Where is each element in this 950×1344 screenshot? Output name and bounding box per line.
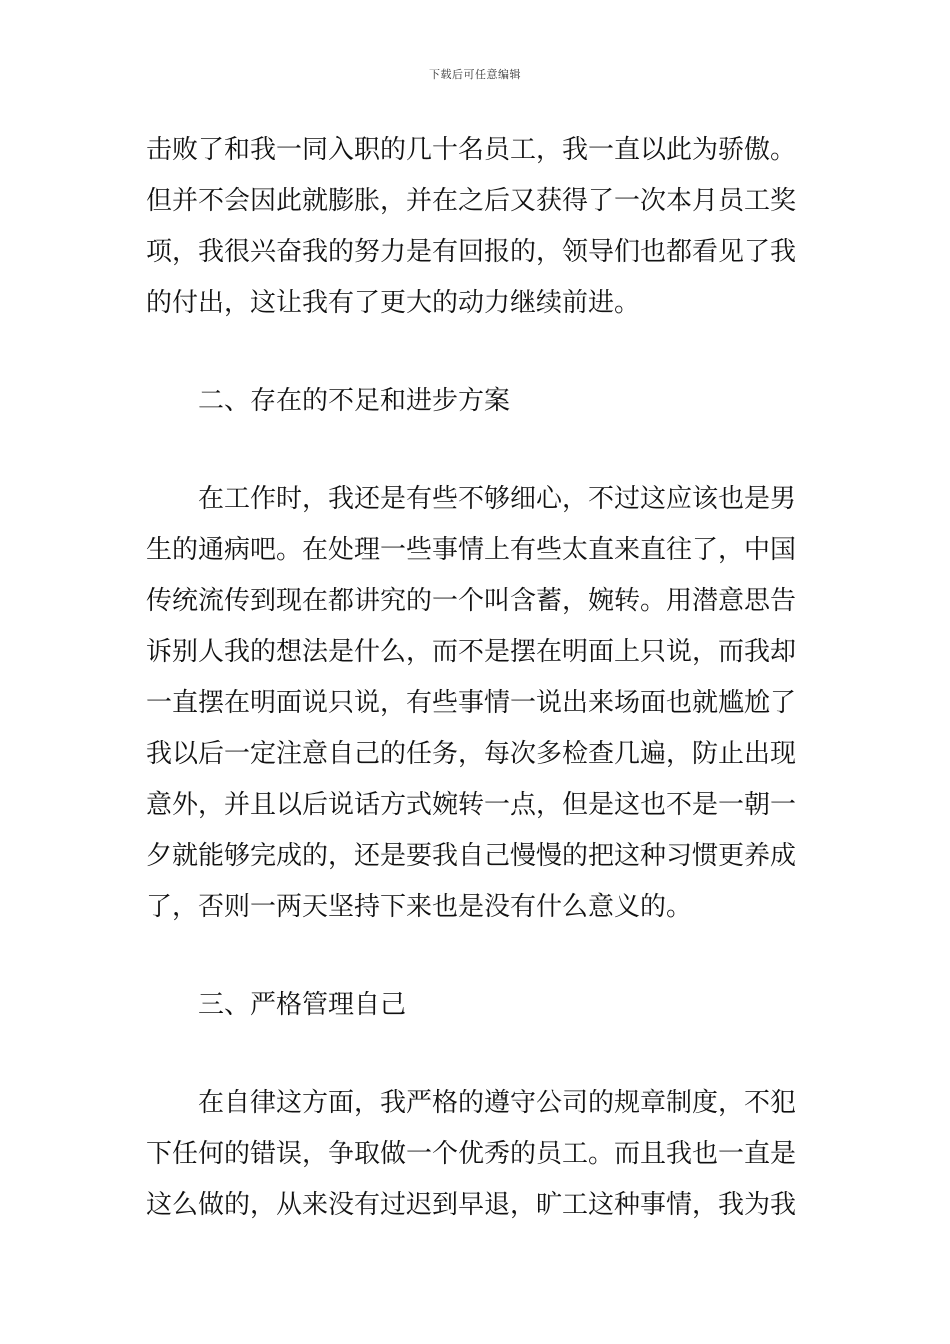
paragraph-line: 一直摆在明面说只说，有些事情一说出来场面也就尴尬了 <box>146 688 797 718</box>
paragraph-line: 在自律这方面，我严格的遵守公司的规章制度，不犯 <box>198 1088 797 1118</box>
document-body <box>146 125 810 1231</box>
paragraph-line: 但并不会因此就膨胀，并在之后又获得了一次本月员工奖 <box>146 186 797 216</box>
paragraph-line: 这么做的，从来没有过迟到早退，旷工这种事情，我为我 <box>146 1190 797 1220</box>
paragraph-line: 项，我很兴奋我的努力是有回报的，领导们也都看见了我 <box>146 237 797 267</box>
paragraph-line: 下任何的错误，争取做一个优秀的员工。而且我也一直是 <box>146 1139 797 1169</box>
paragraph-line: 生的通病吧。在处理一些事情上有些太直来直往了，中国 <box>146 535 797 565</box>
paragraph-line: 意外，并且以后说话方式婉转一点，但是这也不是一朝一 <box>146 790 797 820</box>
paragraph-line: 的付出，这让我有了更大的动力继续前进。 <box>146 288 641 318</box>
section-heading-3: 三、严格管理自己 <box>198 990 407 1020</box>
paragraph-line: 了，否则一两天坚持下来也是没有什么意义的。 <box>146 892 693 922</box>
paragraph-line: 我以后一定注意自己的任务，每次多检查几遍，防止出现 <box>146 739 797 769</box>
paragraph-line: 传统流传到现在都讲究的一个叫含蓄，婉转。用潜意思告 <box>146 586 797 616</box>
section-heading-2: 二、存在的不足和进步方案 <box>198 386 511 416</box>
paragraph-line: 诉别人我的想法是什么，而不是摆在明面上只说，而我却 <box>146 637 797 667</box>
paragraph-line: 在工作时，我还是有些不够细心，不过这应该也是男 <box>198 484 797 514</box>
paragraph-line: 夕就能够完成的，还是要我自己慢慢的把这种习惯更养成 <box>146 841 797 871</box>
page-header: 下载后可任意编辑 <box>429 68 521 81</box>
paragraph-line: 击败了和我一同入职的几十名员工，我一直以此为骄傲。 <box>146 135 797 165</box>
